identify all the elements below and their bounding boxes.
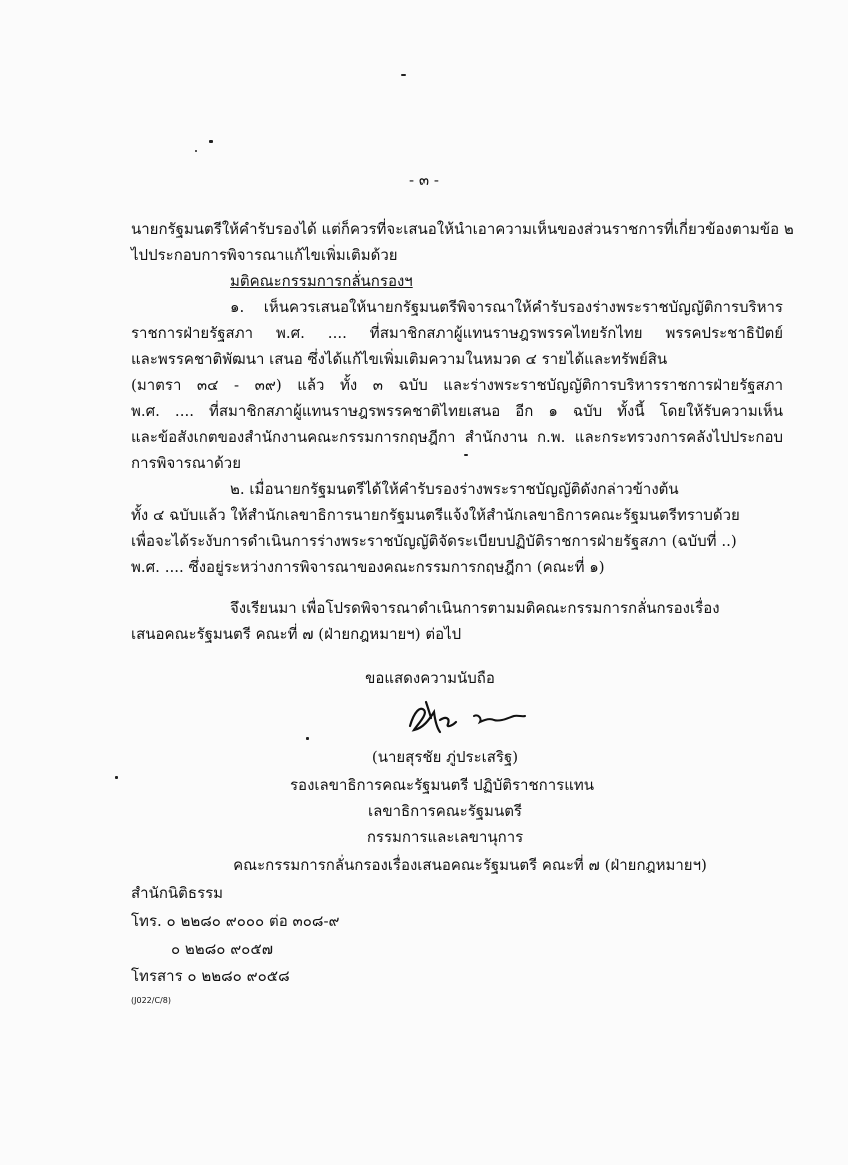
salutation: ขอแสดงความนับถือ: [365, 669, 495, 687]
signer-title: เลขาธิการคณะรัฐมนตรี: [368, 802, 522, 820]
item-2-line: พ.ศ. .... ซึ่งอยู่ระหว่างการพิจารณาของคณะกรรมการกฤษฎีกา (คณะที่ ๑): [131, 558, 605, 576]
phone-line: ๐ ๒๒๘๐ ๙๐๕๗: [171, 940, 273, 958]
scan-speck: [195, 150, 197, 152]
signer-title: กรรมการและเลขานุการ: [366, 828, 524, 846]
item-2-line: ทั้ง ๔ ฉบับแล้ว ให้สำนักเลขาธิการนายกรัฐมนตรีแจ้งให้สำนักเลขาธิการคณะรัฐมนตรีทราบด้วย: [131, 506, 740, 524]
fax-line: โทรสาร ๐ ๒๒๘๐ ๙๐๕๘: [131, 967, 290, 985]
closing-line: เสนอคณะรัฐมนตรี คณะที่ ๗ (ฝ่ายกฎหมายฯ) ต่อไป: [131, 625, 462, 643]
item-1-line: พ.ศ. .... ที่สมาชิกสภาผู้แทนราษฎรพรรคชาติไทยเสนอ อีก ๑ ฉบับ ทั้งนี้ โดยให้รับความเห็น: [131, 402, 783, 420]
signature: [404, 700, 534, 740]
signer-title: คณะกรรมการกลั่นกรองเรื่องเสนอคณะรัฐมนตรี คณะที่ ๗ (ฝ่ายกฎหมายฯ): [233, 856, 707, 874]
signer-name: (นายสุรชัย ภู่ประเสริฐ): [371, 748, 519, 766]
item-2-line: ๒. เมื่อนายกรัฐมนตรีได้ให้คำรับรองร่างพระราชบัญญัติดังกล่าวข้างต้น: [230, 480, 679, 498]
scan-speck: [464, 454, 468, 456]
item-1-line: ราชการฝ่ายรัฐสภา พ.ศ. .... ที่สมาชิกสภาผู้แทนราษฎรพรรคไทยรักไทย พรรคประชาธิปัตย์: [131, 324, 783, 342]
closing-line: จึงเรียนมา เพื่อโปรดพิจารณาดำเนินการตามมติคณะกรรมการกลั่นกรองเรื่อง: [230, 599, 720, 617]
item-1-line: และพรรคชาติพัฒนา เสนอ ซึ่งได้แก้ไขเพิ่มเติมความในหมวด ๔ รายได้และทรัพย์สิน: [131, 350, 668, 368]
scan-speck: [115, 776, 118, 779]
scan-speck: [209, 140, 213, 143]
item-1-line: และข้อสังเกตของสำนักงานคณะกรรมการกฤษฎีกา สำนักงาน ก.พ. และกระทรวงการคลังไปประกอบ: [131, 428, 783, 446]
phone-line: โทร. ๐ ๒๒๘๐ ๙๐๐๐ ต่อ ๓๐๘-๙: [131, 912, 340, 930]
signer-title: รองเลขาธิการคณะรัฐมนตรี ปฏิบัติราชการแทน: [290, 776, 595, 794]
item-2-line: เพื่อจะได้ระงับการดำเนินการร่างพระราชบัญญัติจัดระเบียบปฏิบัติราชการฝ่ายรัฐสภา (ฉบับที่ ..): [131, 532, 737, 550]
item-1-line: ๑. เห็นควรเสนอให้นายกรัฐมนตรีพิจารณาให้คำรับรองร่างพระราชบัญญัติการบริหาร: [230, 298, 783, 316]
intro-line: ไปประกอบการพิจารณาแก้ไขเพิ่มเติมด้วย: [131, 246, 398, 264]
office-name: สำนักนิติธรรม: [131, 884, 224, 902]
item-1-line: (มาตรา ๓๔ - ๓๙) แล้ว ทั้ง ๓ ฉบับ และร่างพระราชบัญญัติการบริหารราชการฝ่ายรัฐสภา: [131, 376, 783, 394]
scan-speck: [306, 737, 309, 740]
document-code: (J022/C/8): [131, 996, 171, 1005]
scan-speck: [401, 74, 406, 76]
resolution-heading: มติคณะกรรมการกลั่นกรองฯ: [230, 272, 413, 290]
page-number: - ๓ -: [409, 171, 439, 189]
intro-line: นายกรัฐมนตรีให้คำรับรองได้ แต่ก็ควรที่จะเสนอให้นำเอาความเห็นของส่วนราชการที่เกี่ยวข้องตามข้อ ๒: [131, 220, 794, 238]
item-1-line: การพิจารณาด้วย: [131, 454, 242, 472]
